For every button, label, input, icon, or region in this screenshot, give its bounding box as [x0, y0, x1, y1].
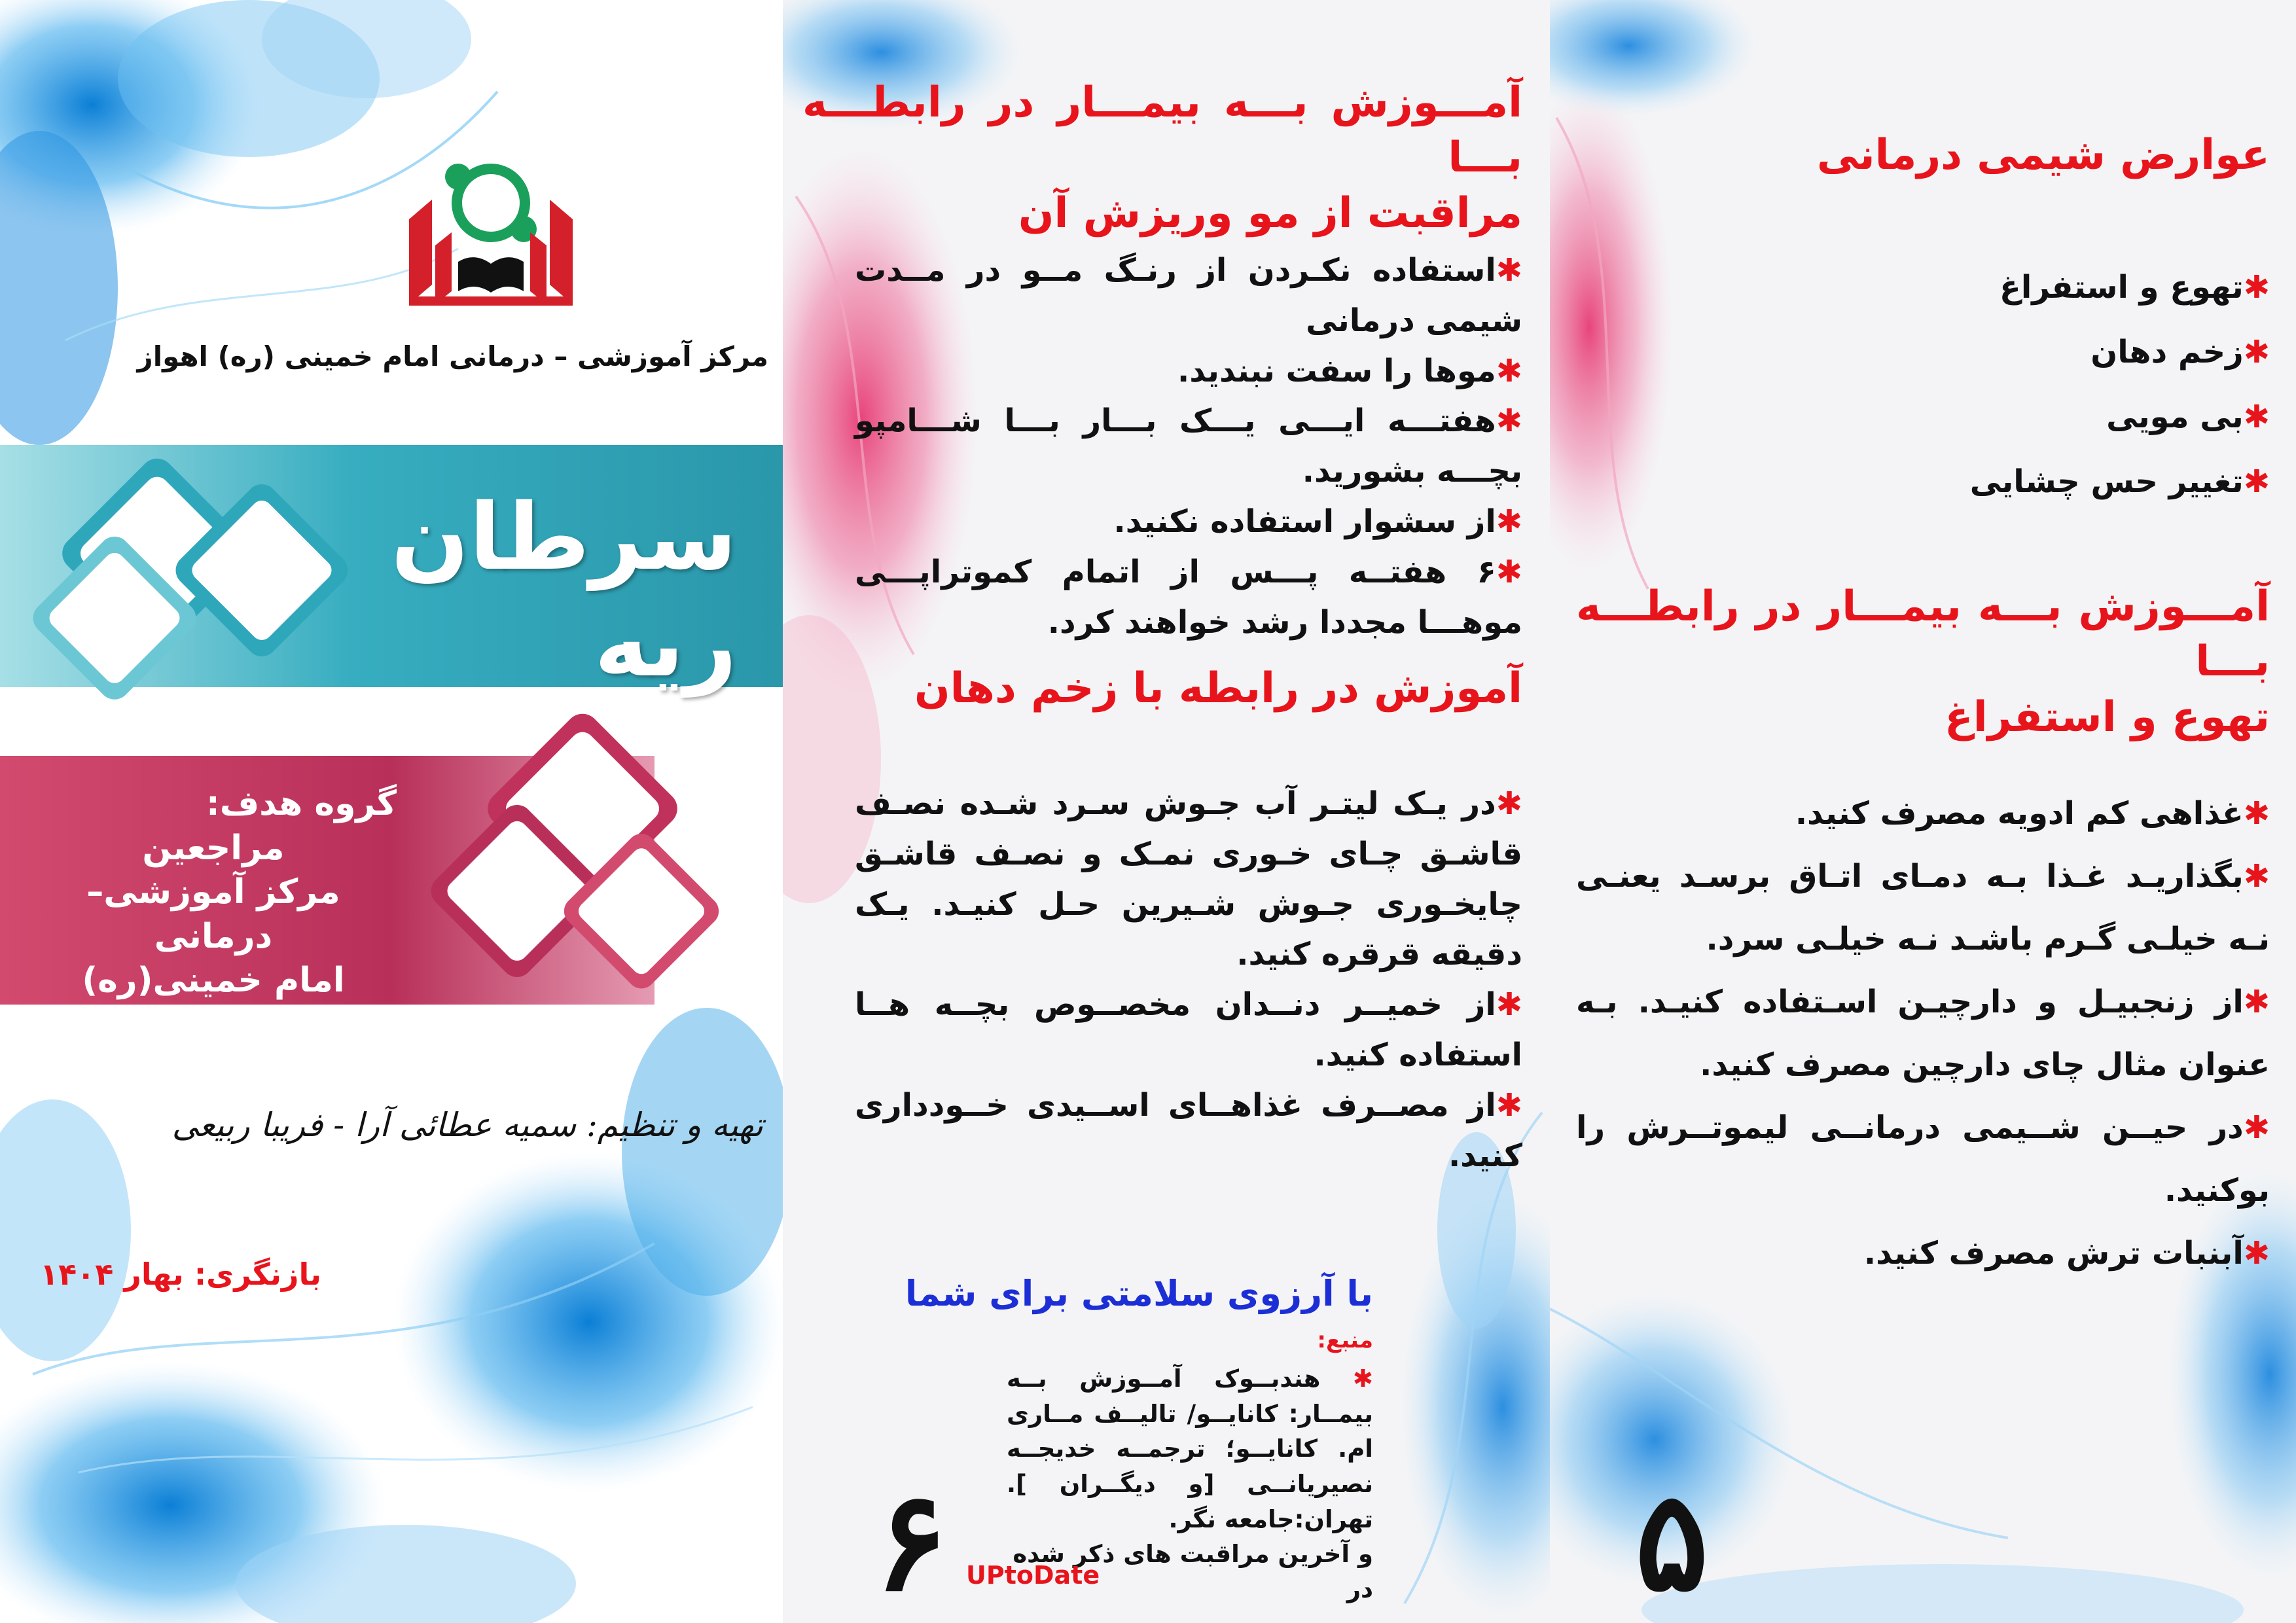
mouth-sore-list: [855, 779, 1522, 1181]
target-group: [30, 782, 397, 1003]
side-effects-list: [1681, 255, 2270, 514]
asterisk-bullet-icon: ✱: [1496, 553, 1522, 590]
asterisk-bullet-icon: ✱: [2243, 984, 2270, 1020]
list-item: ✱تغییر حس چشایی: [1969, 463, 2270, 500]
list-item: ✱استفاده نکـردن از رنـگ مــو در مــدت شیمی درمانی: [855, 252, 1522, 339]
hair-care-list: [855, 245, 1522, 647]
list-item: ✱بی مویی: [2106, 398, 2270, 435]
cover-panel: [0, 0, 783, 1623]
org-name: مرکز آموزشی – درمانی امام خمینی (ره) اهواز: [137, 340, 768, 372]
target-label: گروه هدف:: [206, 784, 397, 823]
list-item: ✱آبنبات ترش مصرف کنید.: [1863, 1235, 2270, 1272]
section-heading: عوارض شیمی درمانی: [1816, 131, 2270, 179]
asterisk-bullet-icon: ✱: [1496, 252, 1522, 289]
list-item: ✱۶ هفتــه پـــس از اتمام کموتراپـــی موهـــا مجددا رشد خواهند کرد.: [855, 553, 1522, 641]
section-heading: [1576, 579, 2270, 745]
asterisk-bullet-icon: ✱: [1496, 402, 1522, 440]
uptodate-label: UPtoDate: [966, 1561, 1100, 1590]
heading-line: آمـــوزش بـــه بیمـــار در رابطـــه بـــا: [802, 79, 1522, 183]
list-item: ✱از خمیــر دنــدان مخصــوص بچــه هــا استفاده کنید.: [855, 986, 1522, 1073]
asterisk-bullet-icon: ✱: [2243, 398, 2270, 435]
list-item: ✱موها را سفت نبندید.: [1177, 352, 1522, 389]
asterisk-bullet-icon: ✱: [2243, 269, 2270, 306]
asterisk-bullet-icon: ✱: [1496, 1086, 1522, 1124]
target-line: مراجعین: [142, 828, 285, 868]
list-item: ✱در یـک لیتـر آب جـوش سـرد شـده نصـف قاشـق چـای خـوری نمـک و نصـف قاشـق چایخـوری جـوش شـیرین حـل کنیـد. یـک دقیقه قرقره کنید.: [855, 785, 1522, 973]
list-item: ✱تهوع و استفراغ: [2000, 269, 2270, 306]
target-line: مرکز آموزشی–درمانی: [86, 872, 340, 956]
asterisk-bullet-icon: ✱: [1352, 1364, 1373, 1393]
prepared-by: تهیه و تنظیم: سمیه عطائی آرا - فریبا ربیعی: [171, 1106, 763, 1144]
asterisk-bullet-icon: ✱: [2243, 463, 2270, 500]
list-item: ✱از زنجبیـل و دارچیـن اسـتفاده کنیـد. بـه عنوان مثال چای دارچین مصرف کنید.: [1576, 984, 2270, 1083]
source-label: منبع:: [1317, 1327, 1373, 1353]
target-line: امام خمینی(ره): [82, 961, 345, 1001]
nausea-list: [1576, 782, 2270, 1285]
asterisk-bullet-icon: ✱: [1496, 352, 1522, 389]
page-number: ۶: [874, 1460, 948, 1622]
asterisk-bullet-icon: ✱: [1496, 986, 1522, 1024]
heading-line: مراقبت از مو وریزش آن: [1018, 188, 1522, 238]
asterisk-bullet-icon: ✱: [1496, 785, 1522, 822]
page-5-panel: [1550, 0, 2296, 1623]
list-item: ✱در حیــن شــیمی درمانــی لیموتــرش را بوکنید.: [1576, 1109, 2270, 1209]
heading-line: آمـــوزش بـــه بیمـــار در رابطـــه بـــا: [1576, 582, 2270, 687]
asterisk-bullet-icon: ✱: [2243, 333, 2270, 370]
list-item: ✱بگذاریـد غـذا بـه دمـای اتـاق برسـد یعنـی نـه خیلـی گـرم باشـد نـه خیلـی سرد.: [1576, 858, 2270, 957]
asterisk-bullet-icon: ✱: [1496, 503, 1522, 540]
list-item: ✱زخم دهان: [2090, 333, 2270, 370]
asterisk-bullet-icon: ✱: [2243, 1109, 2270, 1146]
source-text: ✱ هندبــوک آمــوزش بــه بیمــار: کانایــو/ تالیــف مــاری ام. کانایــو؛ ترجمــه خدیجــه نصیریانــی [و دیگــران ]. تهران:جامعه نگر. و آخرین مراقبت های ذکر شده در: [1007, 1361, 1373, 1607]
section-heading: آموزش در رابطه با زخم دهان: [914, 664, 1522, 713]
asterisk-bullet-icon: ✱: [2243, 1235, 2270, 1272]
page-6-panel: [783, 0, 1550, 1623]
list-item: ✱از مصــرف غذاهــای اســیدی خــودداری کنید.: [855, 1086, 1522, 1174]
list-item: ✱غذاهی کم ادویه مصرف کنید.: [1795, 795, 2270, 832]
page-title: سرطان ریه: [391, 484, 737, 698]
asterisk-bullet-icon: ✱: [2243, 858, 2270, 895]
revision-date: بازنگری: بهار ۱۴۰۴: [40, 1257, 321, 1292]
closing-wish: با آرزوی سلامتی برای شما: [905, 1273, 1373, 1314]
heading-line: تهوع و استفراغ: [1945, 692, 2270, 741]
asterisk-bullet-icon: ✱: [2243, 795, 2270, 832]
list-item: ✱از سشوار استفاده نکنید.: [1113, 503, 1522, 540]
source-tail: و آخرین مراقبت های ذکر شده در: [1013, 1540, 1373, 1603]
page-number: ۵: [1635, 1460, 1709, 1622]
book-emblem-icon: [396, 147, 586, 311]
list-item: ✱هفتـــه ایـــی یـــک بـــار بـــا شـــامپو بچـــه بشورید.: [855, 402, 1522, 490]
section-heading: [802, 75, 1522, 241]
